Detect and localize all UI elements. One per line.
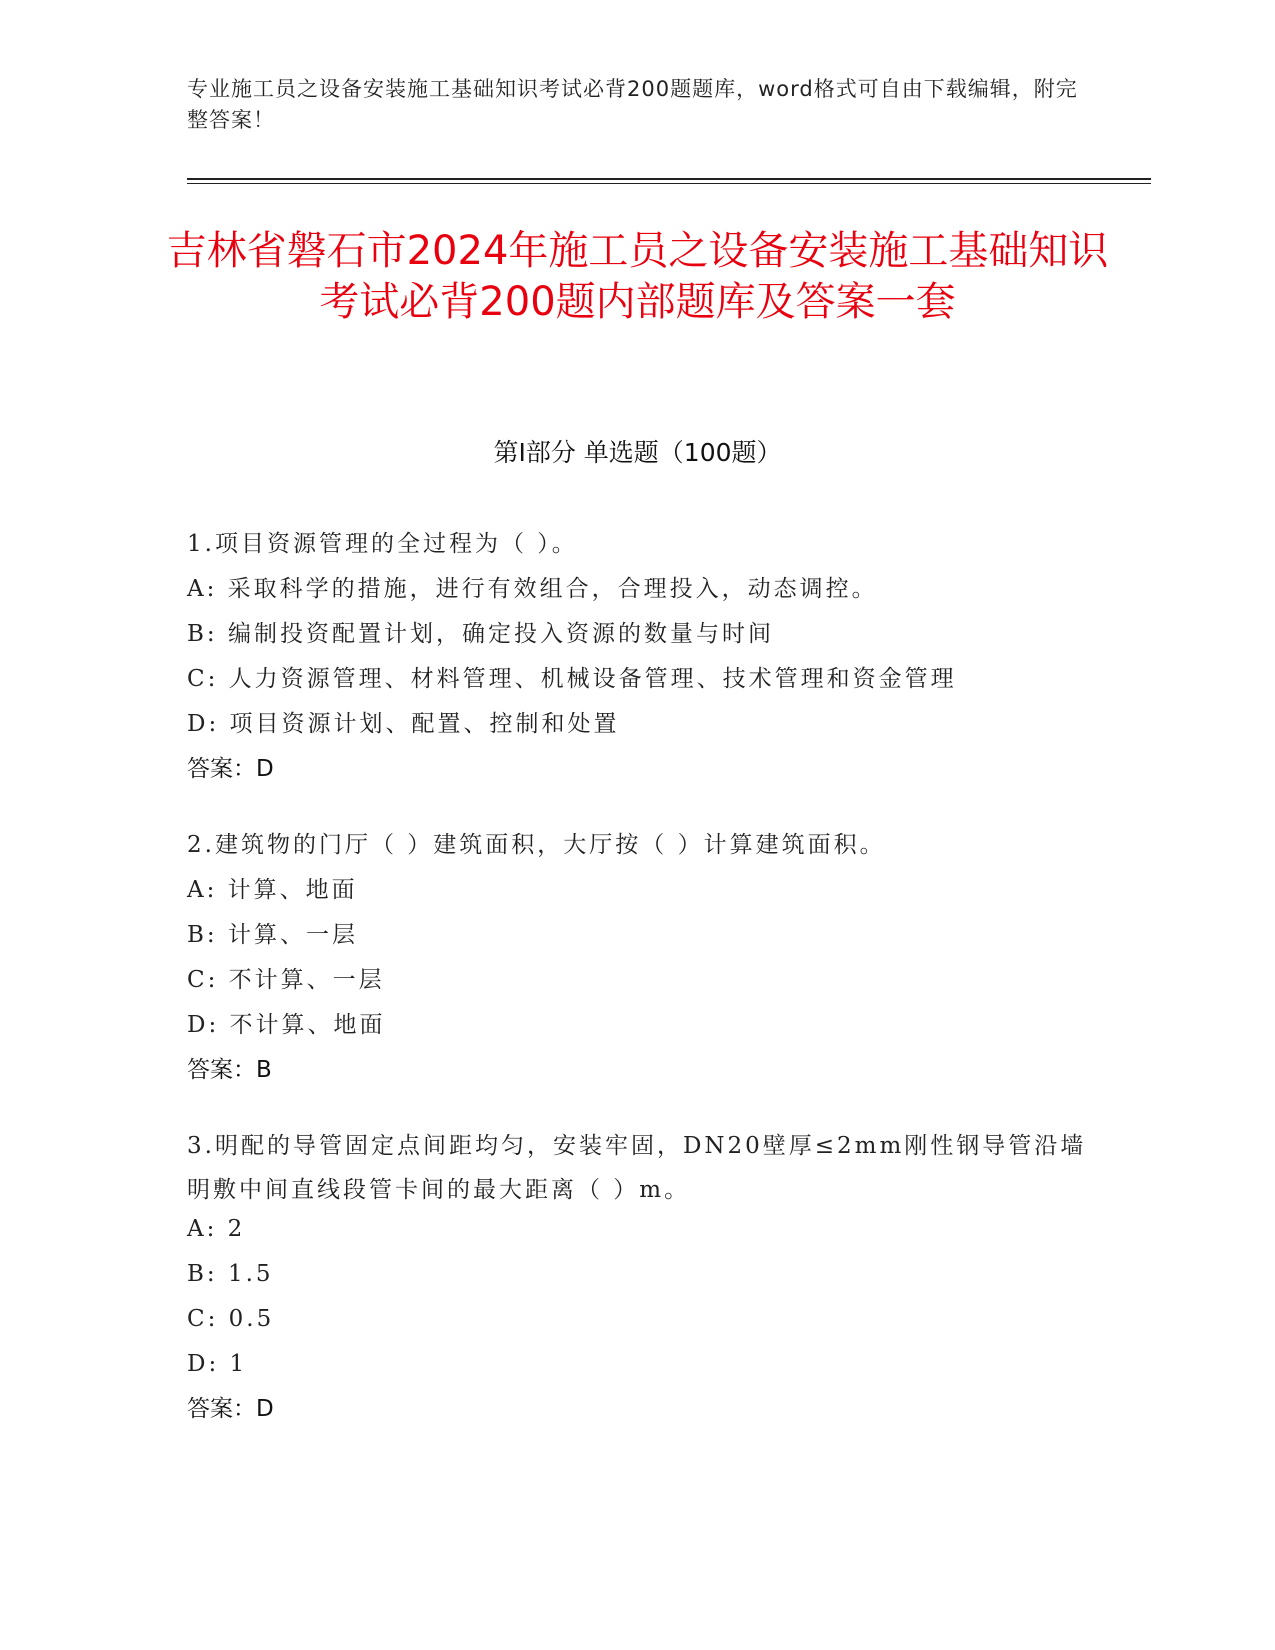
question-3 [187,1124,1087,1424]
question-2 [187,830,1087,1085]
option-c: C: 0.5 [187,1306,275,1332]
option-b: B: 计算、一层 [187,922,358,948]
option-b: B: 编制投资配置计划，确定投入资源的数量与时间 [187,621,774,647]
question-list [187,529,1087,1470]
option-d: D: 项目资源计划、配置、控制和处置 [187,711,620,737]
header-divider [187,178,1151,180]
question-stem: 2.建筑物的门厅（ ）建筑面积，大厅按（ ）计算建筑面积。 [187,832,886,858]
question-stem: 3.明配的导管固定点间距均匀，安装牢固，DN20壁厚≤2mm刚性钢导管沿墙明敷中间直线段管卡间的最大距离（ ）m。 [187,1133,1087,1203]
answer-label: 答案：B [187,1057,272,1083]
header-divider-thin [187,183,1151,184]
document-title: 吉林省磐石市2024年施工员之设备安装施工基础知识考试必背200题内部题库及答案一套 [166,228,1109,325]
answer-label: 答案：D [187,756,274,782]
answer-label: 答案：D [187,1396,274,1422]
question-stem: 1.项目资源管理的全过程为（ ）。 [187,531,578,557]
option-a: A: 计算、地面 [187,877,358,903]
section-heading: 第Ⅰ部分 单选题（100题） [493,438,782,467]
option-b: B: 1.5 [187,1261,274,1287]
option-d: D: 1 [187,1351,248,1377]
question-1 [187,529,1087,784]
option-d: D: 不计算、地面 [187,1012,386,1038]
header-note: 专业施工员之设备安装施工基础知识考试必背200题题库，word格式可自由下载编辑，附完整答案！ [187,77,1078,132]
option-c: C: 人力资源管理、材料管理、机械设备管理、技术管理和资金管理 [187,666,957,692]
option-c: C: 不计算、一层 [187,967,385,993]
option-a: A: 采取科学的措施，进行有效组合，合理投入，动态调控。 [187,576,878,602]
option-a: A: 2 [187,1216,246,1242]
